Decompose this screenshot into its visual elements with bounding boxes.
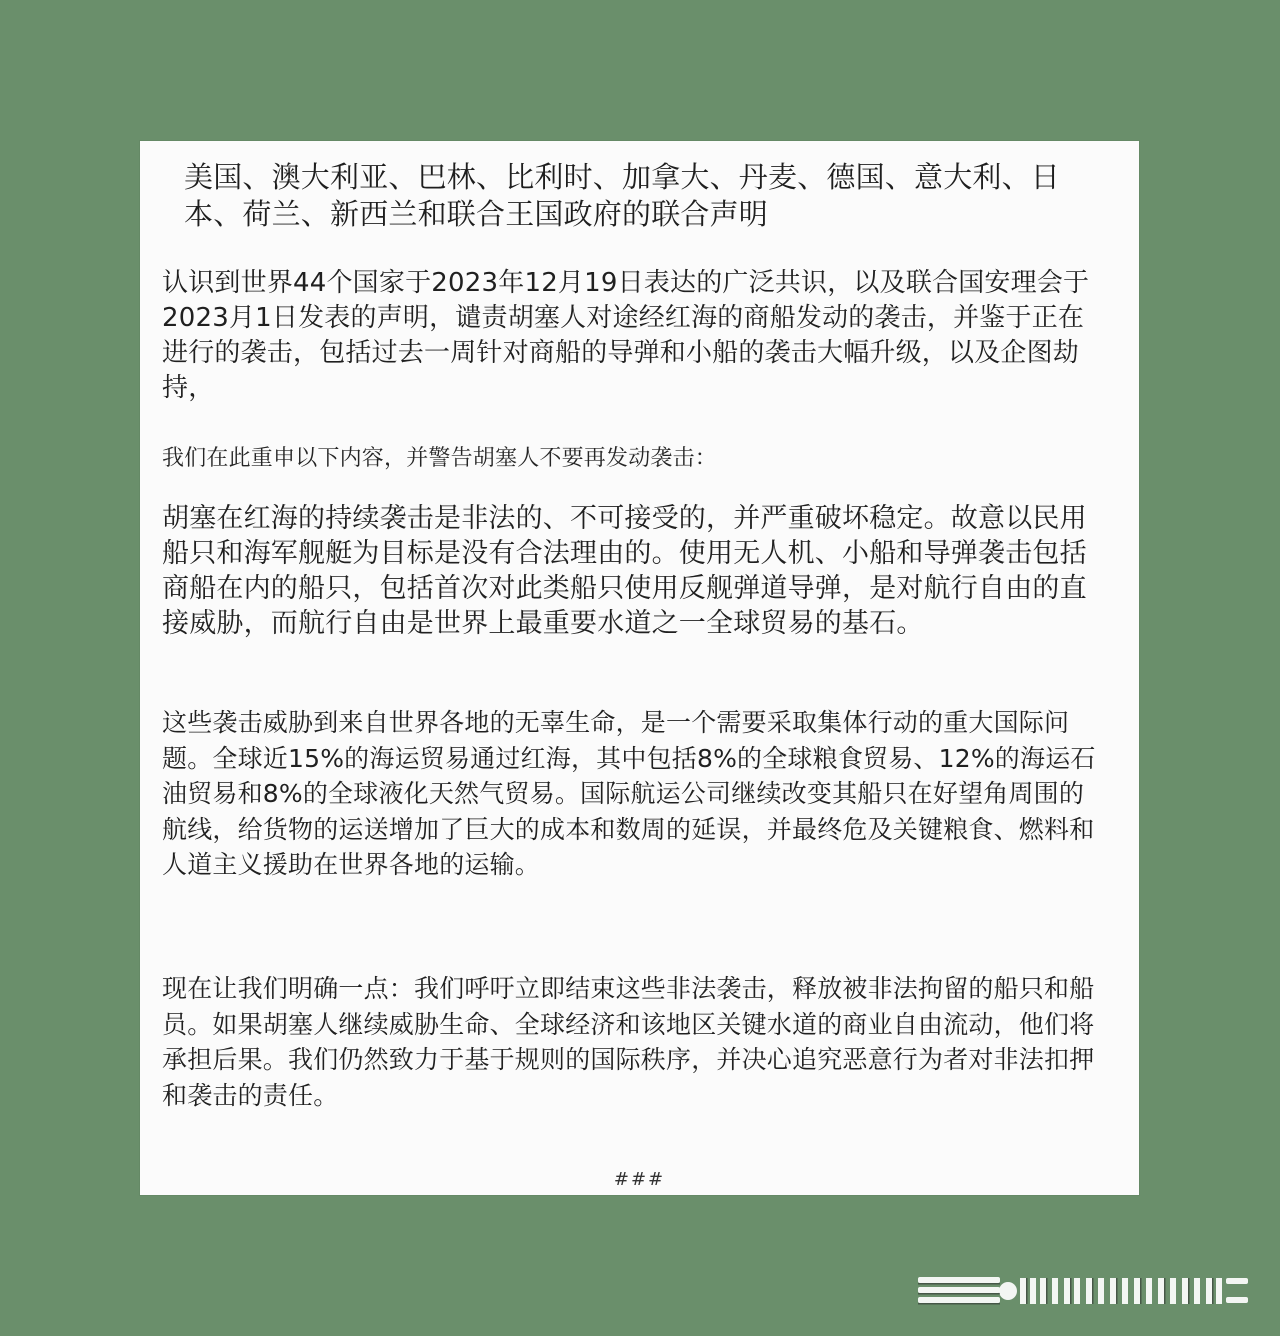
threat-paragraph: 这些袭击威胁到来自世界各地的无辜生命，是一个需要采取集体行动的重大国际问题。全球近15%的海运贸易通过红海，其中包括8%的全球粮食贸易、12%的海运石油贸易和8%的全球液化天然气贸易。国际航运公司继续改变其船只在好望角周围的航线，给货物的运送增加了巨大的成本和数周的延误，并最终危及关键粮食、燃料和人道主义援助在世界各地的运输。 xyxy=(162,708,1096,879)
demands-paragraph: 现在让我们明确一点：我们呼吁立即结束这些非法袭击，释放被非法拘留的船只和船员。如果胡塞人继续威胁生命、全球经济和该地区关键水道的商业自由流动，他们将承担后果。我们仍然致力于基于规则的国际秩序，并决心追究恶意行为者对非法扣押和袭击的责任。 xyxy=(162,974,1095,1110)
statement-document xyxy=(140,141,1139,1195)
statement-title: 美国、澳大利亚、巴林、比利时、加拿大、丹麦、德国、意大利、日本、荷兰、新西兰和联合王国政府的联合声明 xyxy=(184,160,1061,231)
intro-paragraph: 认识到世界44个国家于2023年12月19日表达的广泛共识，以及联合国安理会于2023月1日发表的声明，谴责胡塞人对途经红海的商船发动的袭击，并鉴于正在进行的袭击，包括过去一周针对商船的导弹和小船的袭击大幅升级，以及企图劫持， xyxy=(162,268,1090,403)
watermark-logo xyxy=(916,1275,1252,1308)
illegal-attacks-paragraph: 胡塞在红海的持续袭击是非法的、不可接受的，并严重破坏稳定。故意以民用船只和海军舰艇为目标是没有合法理由的。使用无人机、小船和导弹袭击包括商船在内的船只，包括首次对此类船只使用反舰弹道导弹，是对航行自由的直接威胁，而航行自由是世界上最重要水道之一全球贸易的基石。 xyxy=(162,503,1087,639)
end-mark: ### xyxy=(613,1169,666,1190)
warning-paragraph: 我们在此重申以下内容，并警告胡塞人不要再发动袭击： xyxy=(162,446,718,471)
